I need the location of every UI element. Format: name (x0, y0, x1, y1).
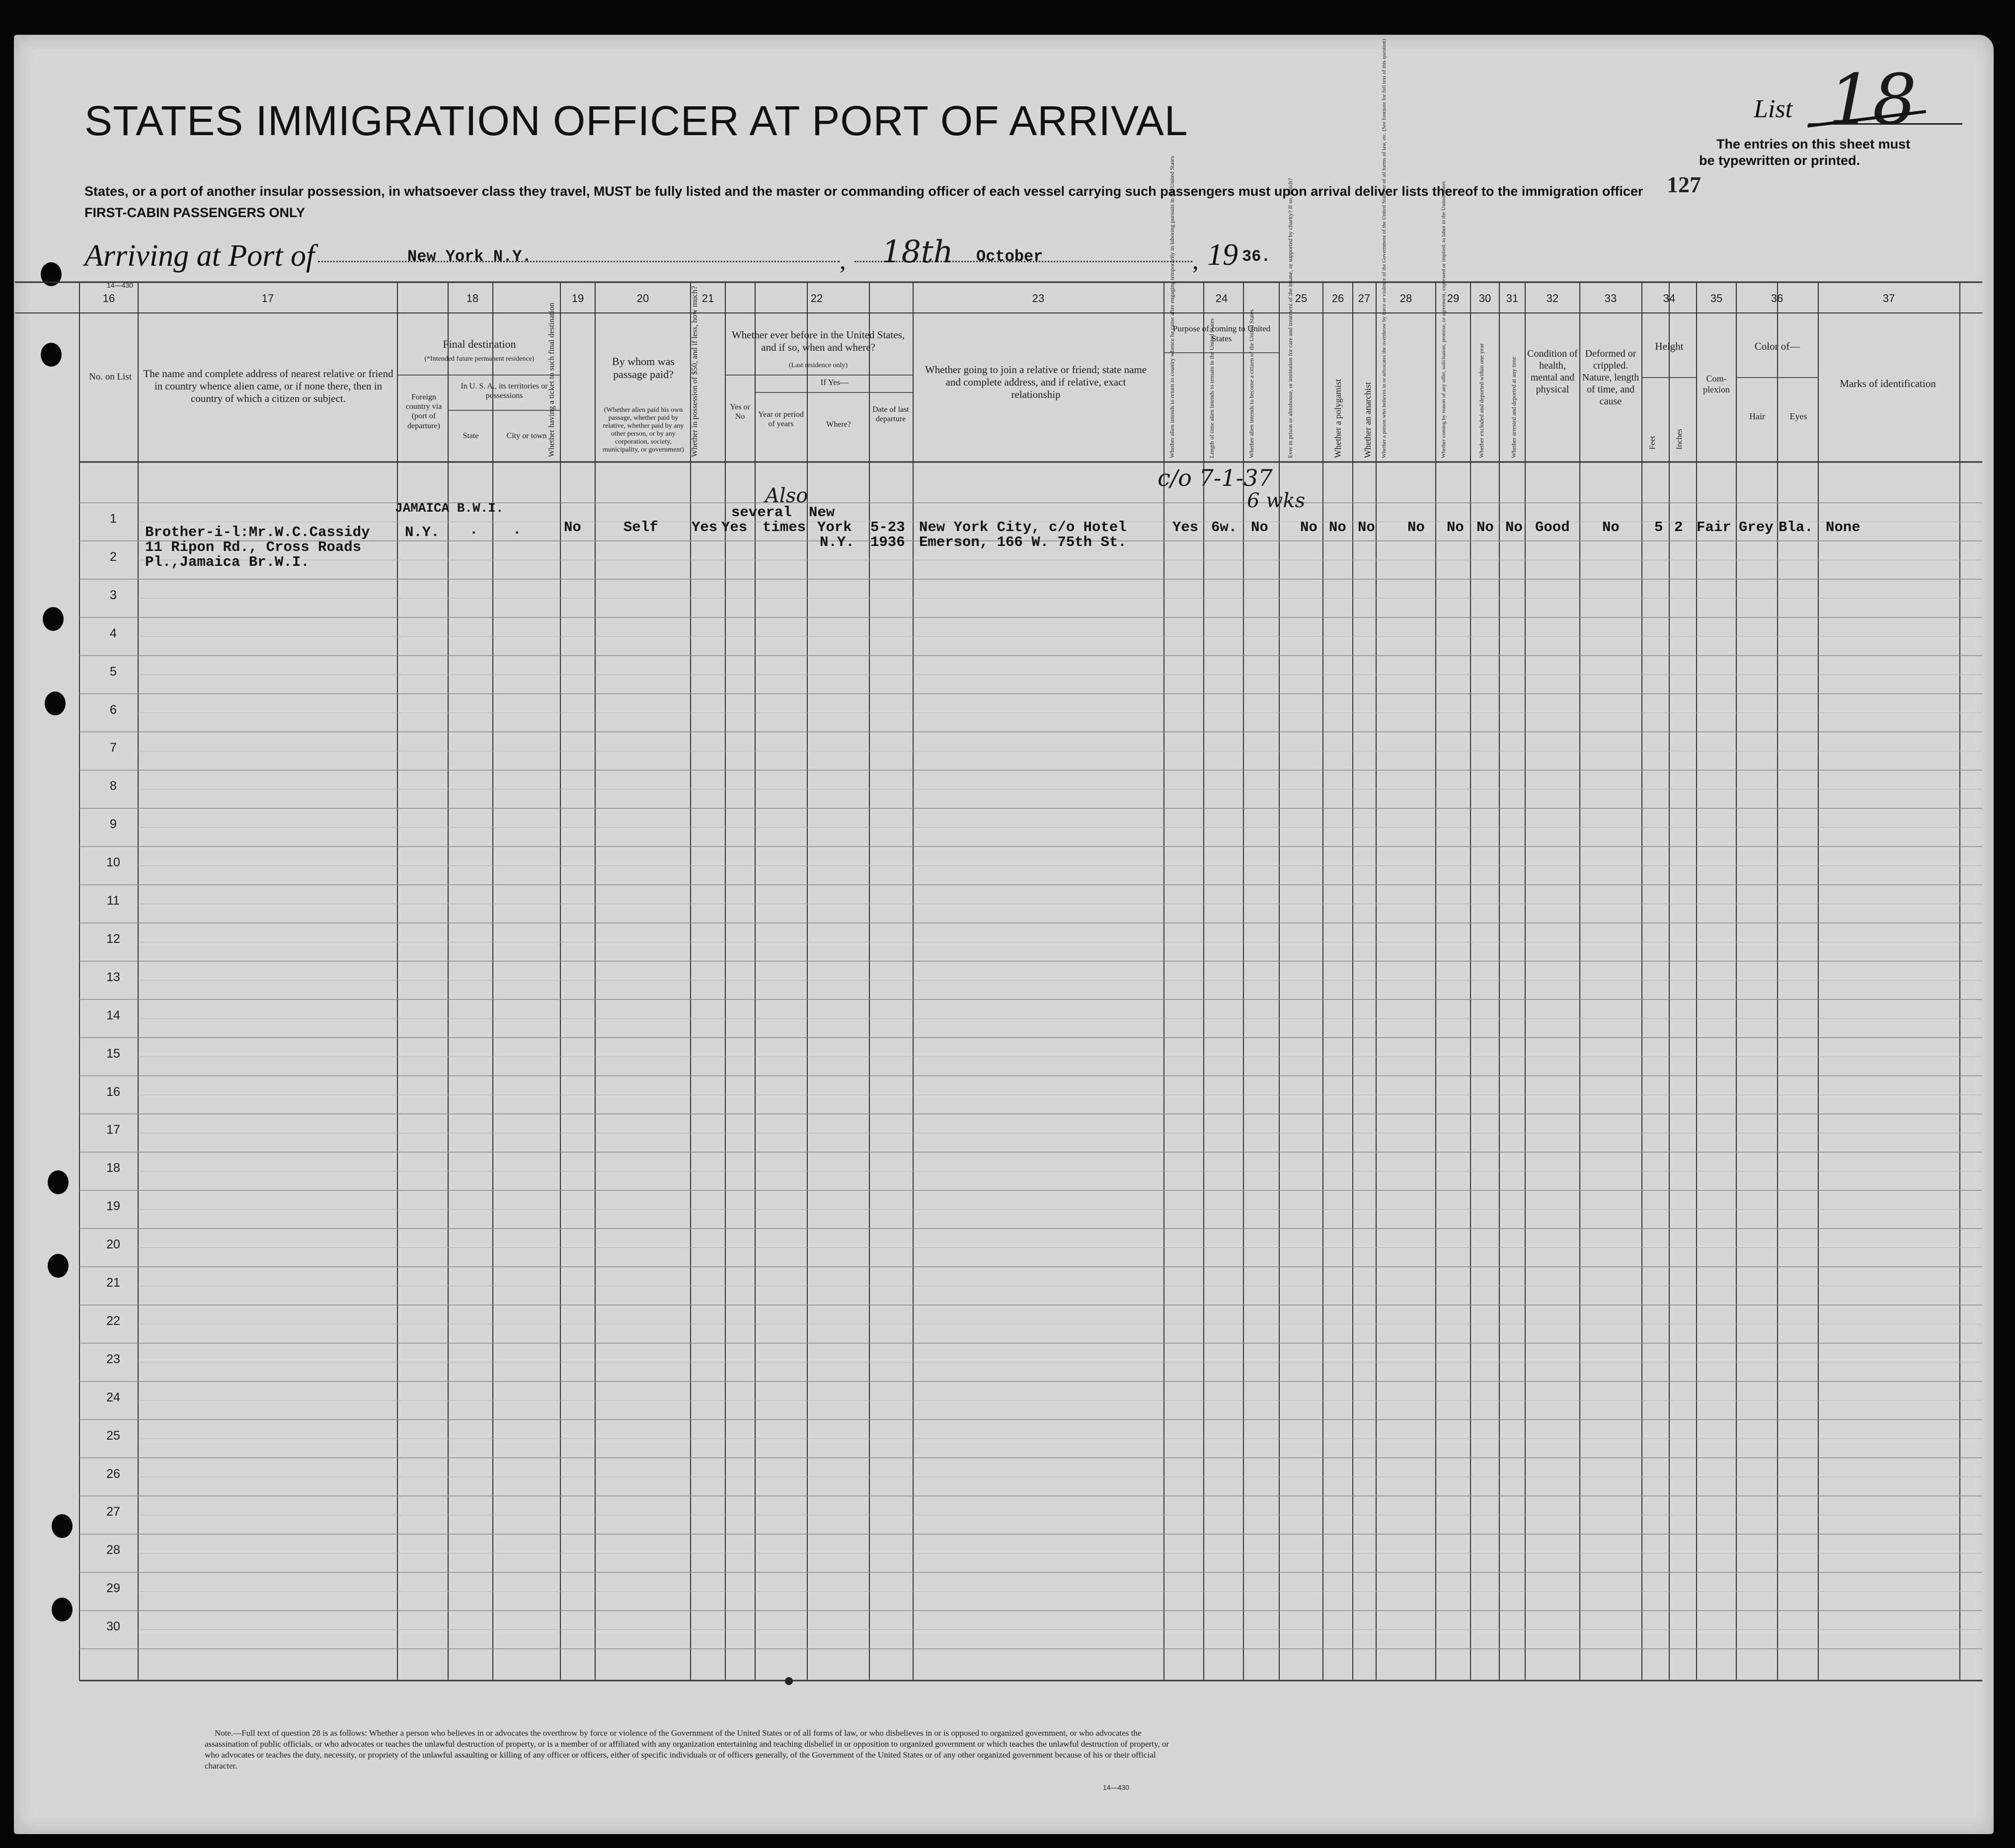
column-number: 27 (1358, 292, 1371, 305)
header-c16: No. on List (88, 372, 132, 382)
column-number: 29 (1447, 292, 1460, 305)
row-number: 3 (110, 588, 117, 602)
cell-height-inches: 2 (1674, 519, 1683, 536)
column-number: 19 (571, 292, 584, 305)
header-c24-c: Whether alien intends to become a citizen of the United States (1248, 309, 1255, 458)
entries-note-line-2: be typewritten or printed. (1699, 153, 1860, 168)
column-number: 33 (1604, 292, 1617, 305)
year-suffix: 36. (1242, 247, 1271, 266)
header-c22-title: Whether ever before in the United States, and if so, when and where? (731, 329, 905, 354)
cell-where-line-2: York (817, 519, 852, 536)
header-c32: Condition of health, mental and physical (1527, 348, 1578, 395)
cell-ticket: No (564, 519, 581, 536)
column-number: 22 (810, 292, 823, 305)
column-number: 16 (102, 292, 115, 305)
cell-anarchist: No (1358, 519, 1375, 536)
column-number: 26 (1331, 292, 1344, 305)
header-c37: Marks of identification (1840, 378, 1936, 389)
row-number: 30 (106, 1619, 120, 1634)
ditto-mark: . . (469, 522, 522, 538)
list-label: List (1754, 95, 1793, 123)
cell-marks: None (1826, 519, 1860, 536)
row-number: 9 (110, 817, 117, 832)
cell-fifty-dollars: Yes (692, 519, 718, 536)
cell-period-line-2: times (763, 519, 806, 536)
cell-relative-line-2: 11 Ripon Rd., Cross Roads (145, 539, 362, 555)
header-c19: Whether having a ticket to such final destination (547, 303, 556, 457)
cell-join-line-1: New York City, c/o Hotel (919, 519, 1127, 536)
page-title: STATES IMMIGRATION OFFICER AT PORT OF ARRIVAL (84, 97, 1188, 144)
header-c26: Whether a polygamist (1333, 379, 1343, 458)
instructions-line-2: FIRST-CABIN PASSENGERS ONLY (84, 205, 306, 220)
column-number: 23 (1032, 292, 1045, 305)
cell-relative-line-1: Brother-i-l:Mr.W.C.Cassidy (145, 524, 370, 540)
cell-paid-by: Self (623, 519, 658, 536)
row-number: 18 (106, 1161, 120, 1175)
row-number: 7 (110, 741, 117, 755)
month-value: October (976, 247, 1043, 266)
column-number: 32 (1546, 292, 1559, 305)
header-c24-title: Purpose of coming to United States (1172, 324, 1271, 344)
header-c29 (1441, 324, 1447, 458)
header-c22-years: Year or period of years (758, 410, 804, 429)
cell-prison: No (1300, 519, 1318, 536)
row-number: 27 (106, 1505, 120, 1519)
row-number: 13 (106, 970, 120, 984)
column-number: 31 (1506, 292, 1519, 305)
handwritten-where: Also (765, 484, 808, 507)
entries-note-line-1: The entries on this sheet must (1716, 137, 1911, 152)
row-number: 23 (106, 1352, 120, 1366)
cell-complexion: Fair (1697, 519, 1731, 536)
cell-deformed: No (1602, 519, 1620, 536)
port-value: New York N.Y. (407, 247, 532, 266)
header-c21: Whether in possession of $50, and if less, how much? (691, 286, 699, 457)
header-c34-inches: Inches (1675, 429, 1684, 450)
header-c27: Whether an anarchist (1363, 382, 1373, 458)
row-number: 2 (110, 549, 117, 564)
row-number: 20 (106, 1237, 120, 1252)
header-c18-foreign: Foreign country via (port of departure) (405, 393, 442, 430)
header-c34-feet: Feet (1648, 436, 1657, 450)
header-c18-note: (*Intended future permanent residence) (424, 355, 535, 363)
header-c22-ifyes: If Yes— (820, 378, 849, 387)
header-c36-hair: Hair (1749, 411, 1765, 421)
column-number: 36 (1771, 292, 1783, 305)
comma: , (840, 246, 846, 274)
row-number: 24 (106, 1390, 120, 1404)
header-c24-a (1168, 356, 1176, 458)
row-number: 11 (107, 894, 120, 908)
cell-overthrow: No (1407, 519, 1425, 536)
column-number: 34 (1663, 292, 1676, 305)
row-number: 10 (106, 855, 120, 870)
row-number: 6 (110, 702, 117, 717)
header-c22-where: Where? (826, 420, 851, 429)
row-number: 14 (106, 1008, 120, 1022)
cell-eyes: Bla. (1779, 519, 1813, 536)
header-c33: Deformed or crippled. Nature, length of time, and cause (1582, 348, 1639, 407)
cell-length-of-stay: 6w. (1211, 519, 1238, 536)
row-number: 29 (106, 1581, 120, 1596)
year-prefix: 19 (1207, 238, 1238, 272)
cell-health: Good (1535, 519, 1570, 536)
handwritten-note: c/o 7-1-37 (1158, 464, 1273, 491)
row-number: 22 (106, 1313, 120, 1328)
header-c18-usa: In U. S. A., its territories or possessions (461, 382, 548, 400)
header-c34-title: Height (1655, 340, 1684, 352)
cell-labor-offer: No (1447, 519, 1464, 536)
header-c36-eyes: Eyes (1789, 411, 1807, 421)
header-c17: The name and complete address of nearest relative or friend in country whence alien came, or if none there, then in country of which a citizen or subject. (143, 368, 393, 405)
header-c35: Com- plexion (1703, 374, 1730, 394)
row-number: 21 (106, 1276, 120, 1290)
cell-period-of-years: several (731, 504, 792, 521)
cell-return-home: Yes (1172, 519, 1199, 536)
header-c30: Whether excluded and deported within one year (1478, 343, 1485, 458)
header-c22-date: Date of last departure (872, 405, 909, 424)
day-value: 18th (882, 233, 953, 270)
stamp-number: 127 (1667, 172, 1701, 197)
comma: , (1192, 246, 1199, 274)
column-number: 21 (701, 292, 714, 305)
header-c23: Whether going to join a relative or friend; state name and complete address, and if relative, exact relationship (925, 364, 1147, 401)
header-c22-note: (Last residence only) (788, 362, 848, 369)
header-c22-yesno: Yes or No (730, 403, 750, 421)
cell-polygamist: No (1329, 519, 1346, 536)
cell-join-line-2: Emerson, 166 W. 75th St. (919, 534, 1127, 550)
row-number: 17 (106, 1123, 120, 1137)
column-number: 30 (1478, 292, 1491, 305)
header-c18-city: City or town (506, 432, 547, 440)
row-number: 26 (106, 1466, 120, 1481)
cell-hair: Grey (1739, 519, 1774, 536)
instructions-line-1: States, or a port of another insular possession, in whatsoever class they travel, MUST be fully listed and the master or commanding officer of each vessel carrying such passengers must upon arrival deliver lists thereof to the immigration officer (84, 184, 1643, 199)
list-number: 18 (1828, 60, 1917, 141)
header-c20-note: (Whether alien paid his own passage, whether paid by relative, whether paid by any other person, or by any corporation, society, municipality, or government) (603, 406, 684, 454)
row-number: 19 (106, 1199, 120, 1214)
cell-excluded: No (1476, 519, 1494, 536)
cell-height-feet: 5 (1654, 519, 1663, 536)
column-number: 24 (1215, 292, 1228, 305)
header-c18-title: Final destination (443, 338, 516, 350)
row-number: 16 (106, 1084, 120, 1099)
row-number: 1 (110, 512, 117, 526)
row-number: 5 (110, 664, 117, 679)
column-number: 25 (1295, 292, 1308, 305)
cell-where-line-1: New (809, 504, 835, 521)
header-c24-b: Length of time alien intends to remain in the United States (1208, 318, 1215, 458)
row-number: 28 (106, 1543, 120, 1557)
cell-state: N.Y. (405, 524, 440, 540)
column-number: 28 (1399, 292, 1412, 305)
column-number: 35 (1710, 292, 1723, 305)
column-number: 20 (636, 292, 649, 305)
cell-destination-country: JAMAICA B.W.I. (395, 501, 504, 516)
footnote-text: Note.—Full text of question 28 is as follows: Whether a person who believes in or advocates the overthrow by force or violence of the Government of the United States or of all forms of law, or who disbelieves in or is opposed to organized government, or who advocates the assassination of public officials, or who advocates or teaches the unlawful destruction of property, or is a member of or affiliated with any organization entertaining and teaching disbelief in or opposition to organized government or which teaches the unlawful destruction of property, or who advocates or teaches the duty, necessity, or propriety of the unlawful assaulting or killing of any officer or officers, either of specific individuals or of officers generally, of the Government of the United States or of any other organized government because of his or their official character. (205, 1728, 1169, 1771)
form-code-top: 14—430 (107, 281, 133, 289)
header-c31: Whether arrested and deported at any time (1510, 357, 1517, 458)
header-c25 (1287, 324, 1294, 458)
punch-mark (785, 1677, 793, 1685)
cell-where-line-3: N.Y. (820, 534, 854, 550)
cell-last-departure-line-2: 1936 (870, 534, 905, 550)
cell-last-departure-line-1: 5-23 (870, 519, 905, 536)
cell-become-citizen: No (1251, 519, 1268, 536)
handwritten-weeks: 6 wks (1247, 489, 1306, 512)
header-c28 (1381, 324, 1387, 458)
column-number: 17 (261, 292, 274, 305)
cell-before-in-us: Yes (721, 519, 748, 536)
footnote-form-code: 14—430 (1103, 1783, 1129, 1791)
row-number: 12 (106, 931, 120, 946)
cell-deported: No (1505, 519, 1523, 536)
column-number: 37 (1882, 292, 1895, 305)
row-number: 4 (110, 626, 117, 640)
column-number: 18 (466, 292, 479, 305)
arriving-label: Arriving at Port of (84, 239, 315, 273)
row-number: 25 (106, 1428, 120, 1443)
header-c20-title: By whom was passage paid? (612, 355, 675, 381)
cell-relative-line-3: Pl.,Jamaica Br.W.I. (145, 554, 310, 570)
row-number: 8 (110, 779, 117, 793)
header-c18-state: State (463, 432, 479, 440)
row-number: 15 (106, 1046, 120, 1061)
header-c36-title: Color of— (1754, 340, 1800, 352)
